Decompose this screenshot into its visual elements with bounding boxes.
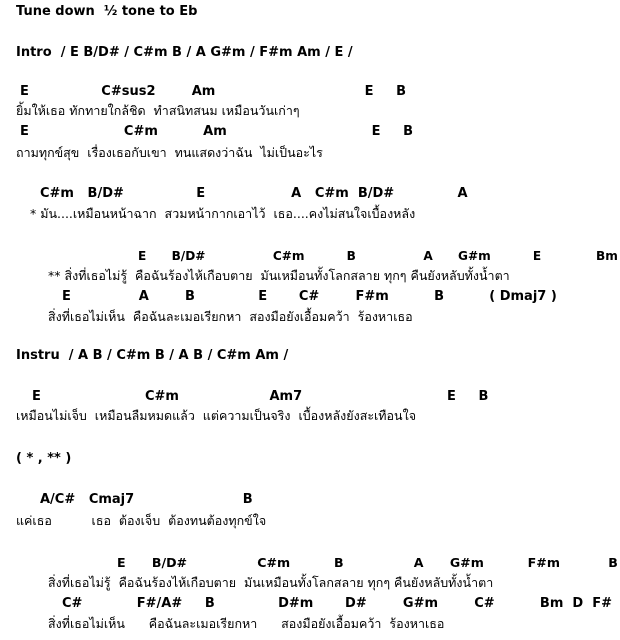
chorus1-chords-1: E B/D# C#m B A G#m E Bm — [138, 249, 618, 263]
chorus2-lyrics-2: สิ่งที่เธอไม่เห็น คือฉันละเมอเรียกหา สองมือยังเอื้อมคว้า ร้องหาเธอ — [48, 616, 445, 631]
chorus2-lyrics-1: สิ่งที่เธอไม่รู้ คือฉันร้องไห้เกือบตาย มันเหมือนทั้งโลกสลาย ทุกๆ คืนยังหลับทั้งน้ำตา — [48, 575, 494, 590]
prechorus-lyrics: * มัน....เหมือนหน้าฉาก สวมหน้ากากเอาไว้ เธอ....คงไม่สนใจเบื้องหลัง — [30, 206, 416, 221]
bridge-lyrics: แค่เธอ เธอ ต้องเจ็บ ต้องทนต้องทุกข์ใจ — [16, 513, 267, 528]
intro-line: Intro / E B/D# / C#m B / A G#m / F#m Am / E / — [16, 45, 353, 60]
verse1-lyrics-1: ยิ้มให้เธอ ทักทายใกล้ชิด ทำสนิทสนม เหมือนวันเก่าๆ — [16, 103, 300, 118]
chorus2-chords-1: E B/D# C#m B A G#m F#m B — [117, 555, 618, 570]
verse2-chords: E C#m Am7 E B — [32, 389, 489, 404]
bridge-chords: A/C# Cmaj7 B — [40, 492, 253, 507]
repeat-marker: ( * , ** ) — [16, 451, 72, 466]
verse1-lyrics-2: ถามทุกข์สุข เรื่องเธอกับเขา ทนแสดงว่าฉัน ไม่เป็นอะไร — [16, 145, 323, 160]
tuning-line: Tune down ½ tone to Eb — [16, 4, 198, 19]
chorus1-chords-2: E A B E C# F#m B ( Dmaj7 ) — [62, 289, 557, 304]
instru-line: Instru / A B / C#m B / A B / C#m Am / — [16, 348, 289, 363]
chorus1-lyrics-1: ** สิ่งที่เธอไม่รู้ คือฉันร้องไห้เกือบตาย มันเหมือนทั้งโลกสลาย ทุกๆ คืนยังหลับทั้งน้ำตา — [48, 268, 510, 283]
verse2-lyrics: เหมือนไม่เจ็บ เหมือนลืมหมดแล้ว แต่ความเป็นจริง เบื้องหลังยังสะเทือนใจ — [16, 408, 417, 423]
chorus2-chords-2: C# F#/A# B D#m D# G#m C# Bm D F# — [62, 596, 613, 611]
verse1-chords-1: E C#sus2 Am E B — [20, 84, 407, 99]
prechorus-chords: C#m B/D# E A C#m B/D# A — [40, 186, 468, 201]
chorus1-lyrics-2: สิ่งที่เธอไม่เห็น คือฉันละเมอเรียกหา สองมือยังเอื้อมคว้า ร้องหาเธอ — [48, 309, 413, 324]
verse1-chords-2: E C#m Am E B — [20, 124, 414, 139]
